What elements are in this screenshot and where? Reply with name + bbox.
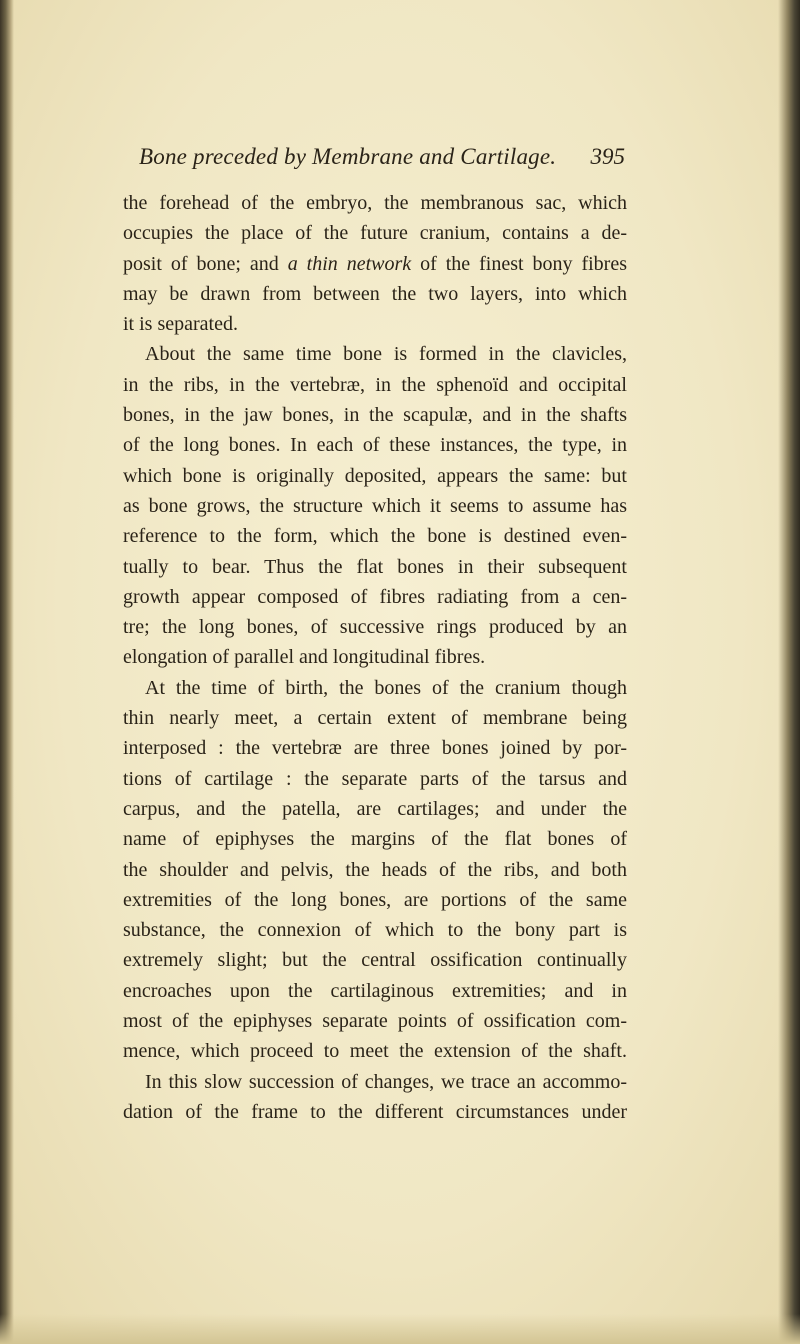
text-segment: of the long bones. In each of these instances, the type, in [123, 434, 627, 457]
text-line [123, 612, 627, 642]
text-line [123, 491, 627, 521]
text-line [123, 461, 627, 491]
text-line [123, 309, 627, 339]
text-segment: tually to bear. Thus the flat bones in their subsequent [123, 555, 627, 578]
text-segment: most of the epiphyses separate points of ossification com- [123, 1010, 627, 1033]
text-segment: the shoulder and pelvis, the heads of the ribs, and both [123, 858, 627, 881]
text-line [123, 976, 627, 1006]
text-segment: thin nearly meet, a certain extent of membrane being [123, 707, 627, 730]
text-segment: tions of cartilage : the separate parts of the tarsus and [123, 767, 627, 790]
text-line [123, 430, 627, 460]
text-segment: extremities of the long bones, are portions of the same [123, 888, 627, 911]
text-segment: At the time of birth, the bones of the cranium though [145, 676, 627, 699]
text-segment: In this slow succession of changes, we trace an accommo- [145, 1070, 627, 1093]
text-line [123, 703, 627, 733]
text-segment: mence, which proceed to meet the extension of the shaft. [123, 1040, 627, 1063]
page-bottom-edge [0, 1314, 800, 1344]
text-segment: in the ribs, in the vertebræ, in the sphenoïd and occipital [123, 373, 627, 396]
text-segment: carpus, and the patella, are cartilages; and under the [123, 797, 627, 820]
text-line [123, 885, 627, 915]
text-segment: bones, in the jaw bones, in the scapulæ, and in the shafts [123, 404, 627, 427]
text-line [123, 582, 627, 612]
text-segment: interposed : the vertebræ are three bones joined by por- [123, 737, 627, 760]
text-segment: extremely slight; but the central ossification continually [123, 949, 627, 972]
text-line [123, 764, 627, 794]
text-line [123, 249, 627, 279]
text-segment: may be drawn from between the two layers, into which [123, 282, 627, 305]
text-segment: it is separated. [123, 313, 238, 336]
text-line [123, 339, 627, 369]
text-line [123, 521, 627, 551]
text-segment: occupies the place of the future cranium, contains a de- [123, 222, 627, 245]
text-segment: posit of bone; and [123, 252, 288, 275]
text-line [123, 370, 627, 400]
text-segment: name of epiphyses the margins of the flat bones of [123, 828, 627, 851]
page-number: 395 [590, 144, 625, 169]
text-line [123, 279, 627, 309]
running-head [125, 140, 625, 174]
text-line [123, 855, 627, 885]
text-segment: which bone is originally deposited, appears the same: but [123, 464, 627, 487]
text-line [123, 915, 627, 945]
text-segment: growth appear composed of fibres radiating from a cen- [123, 585, 627, 608]
text-line [123, 1036, 627, 1066]
text-segment: as bone grows, the structure which it seems to assume has [123, 494, 627, 517]
italic-phrase: a thin network [287, 252, 412, 275]
text-segment: dation of the frame to the different circumstances under [123, 1100, 627, 1123]
text-line [123, 552, 627, 582]
running-title: Bone preceded by Membrane and Cartilage. [139, 144, 557, 169]
text-line [123, 1097, 627, 1127]
text-segment: of the finest bony fibres [411, 252, 627, 275]
text-line [123, 794, 627, 824]
text-segment: About the same time bone is formed in the clavicles, [145, 343, 627, 366]
text-segment: reference to the form, which the bone is destined even- [123, 525, 627, 548]
text-segment: the forehead of the embryo, the membranous sac, which [123, 192, 627, 214]
text-line [123, 1067, 627, 1097]
text-line [123, 642, 627, 672]
page-edge-shadow [778, 0, 800, 1344]
text-line [123, 733, 627, 763]
text-segment: substance, the connexion of which to the bony part is [123, 919, 627, 942]
text-line [123, 218, 627, 248]
text-segment: tre; the long bones, of successive rings produced by an [123, 616, 627, 639]
body-text [123, 188, 627, 1127]
text-line [123, 673, 627, 703]
text-line [123, 400, 627, 430]
text-segment: elongation of parallel and longitudinal fibres. [123, 646, 486, 669]
text-line [123, 1006, 627, 1036]
text-line [123, 945, 627, 975]
text-line [123, 188, 627, 218]
text-line [123, 824, 627, 854]
text-segment: encroaches upon the cartilaginous extremities; and in [123, 979, 627, 1002]
page-binding-shadow [0, 0, 14, 1344]
